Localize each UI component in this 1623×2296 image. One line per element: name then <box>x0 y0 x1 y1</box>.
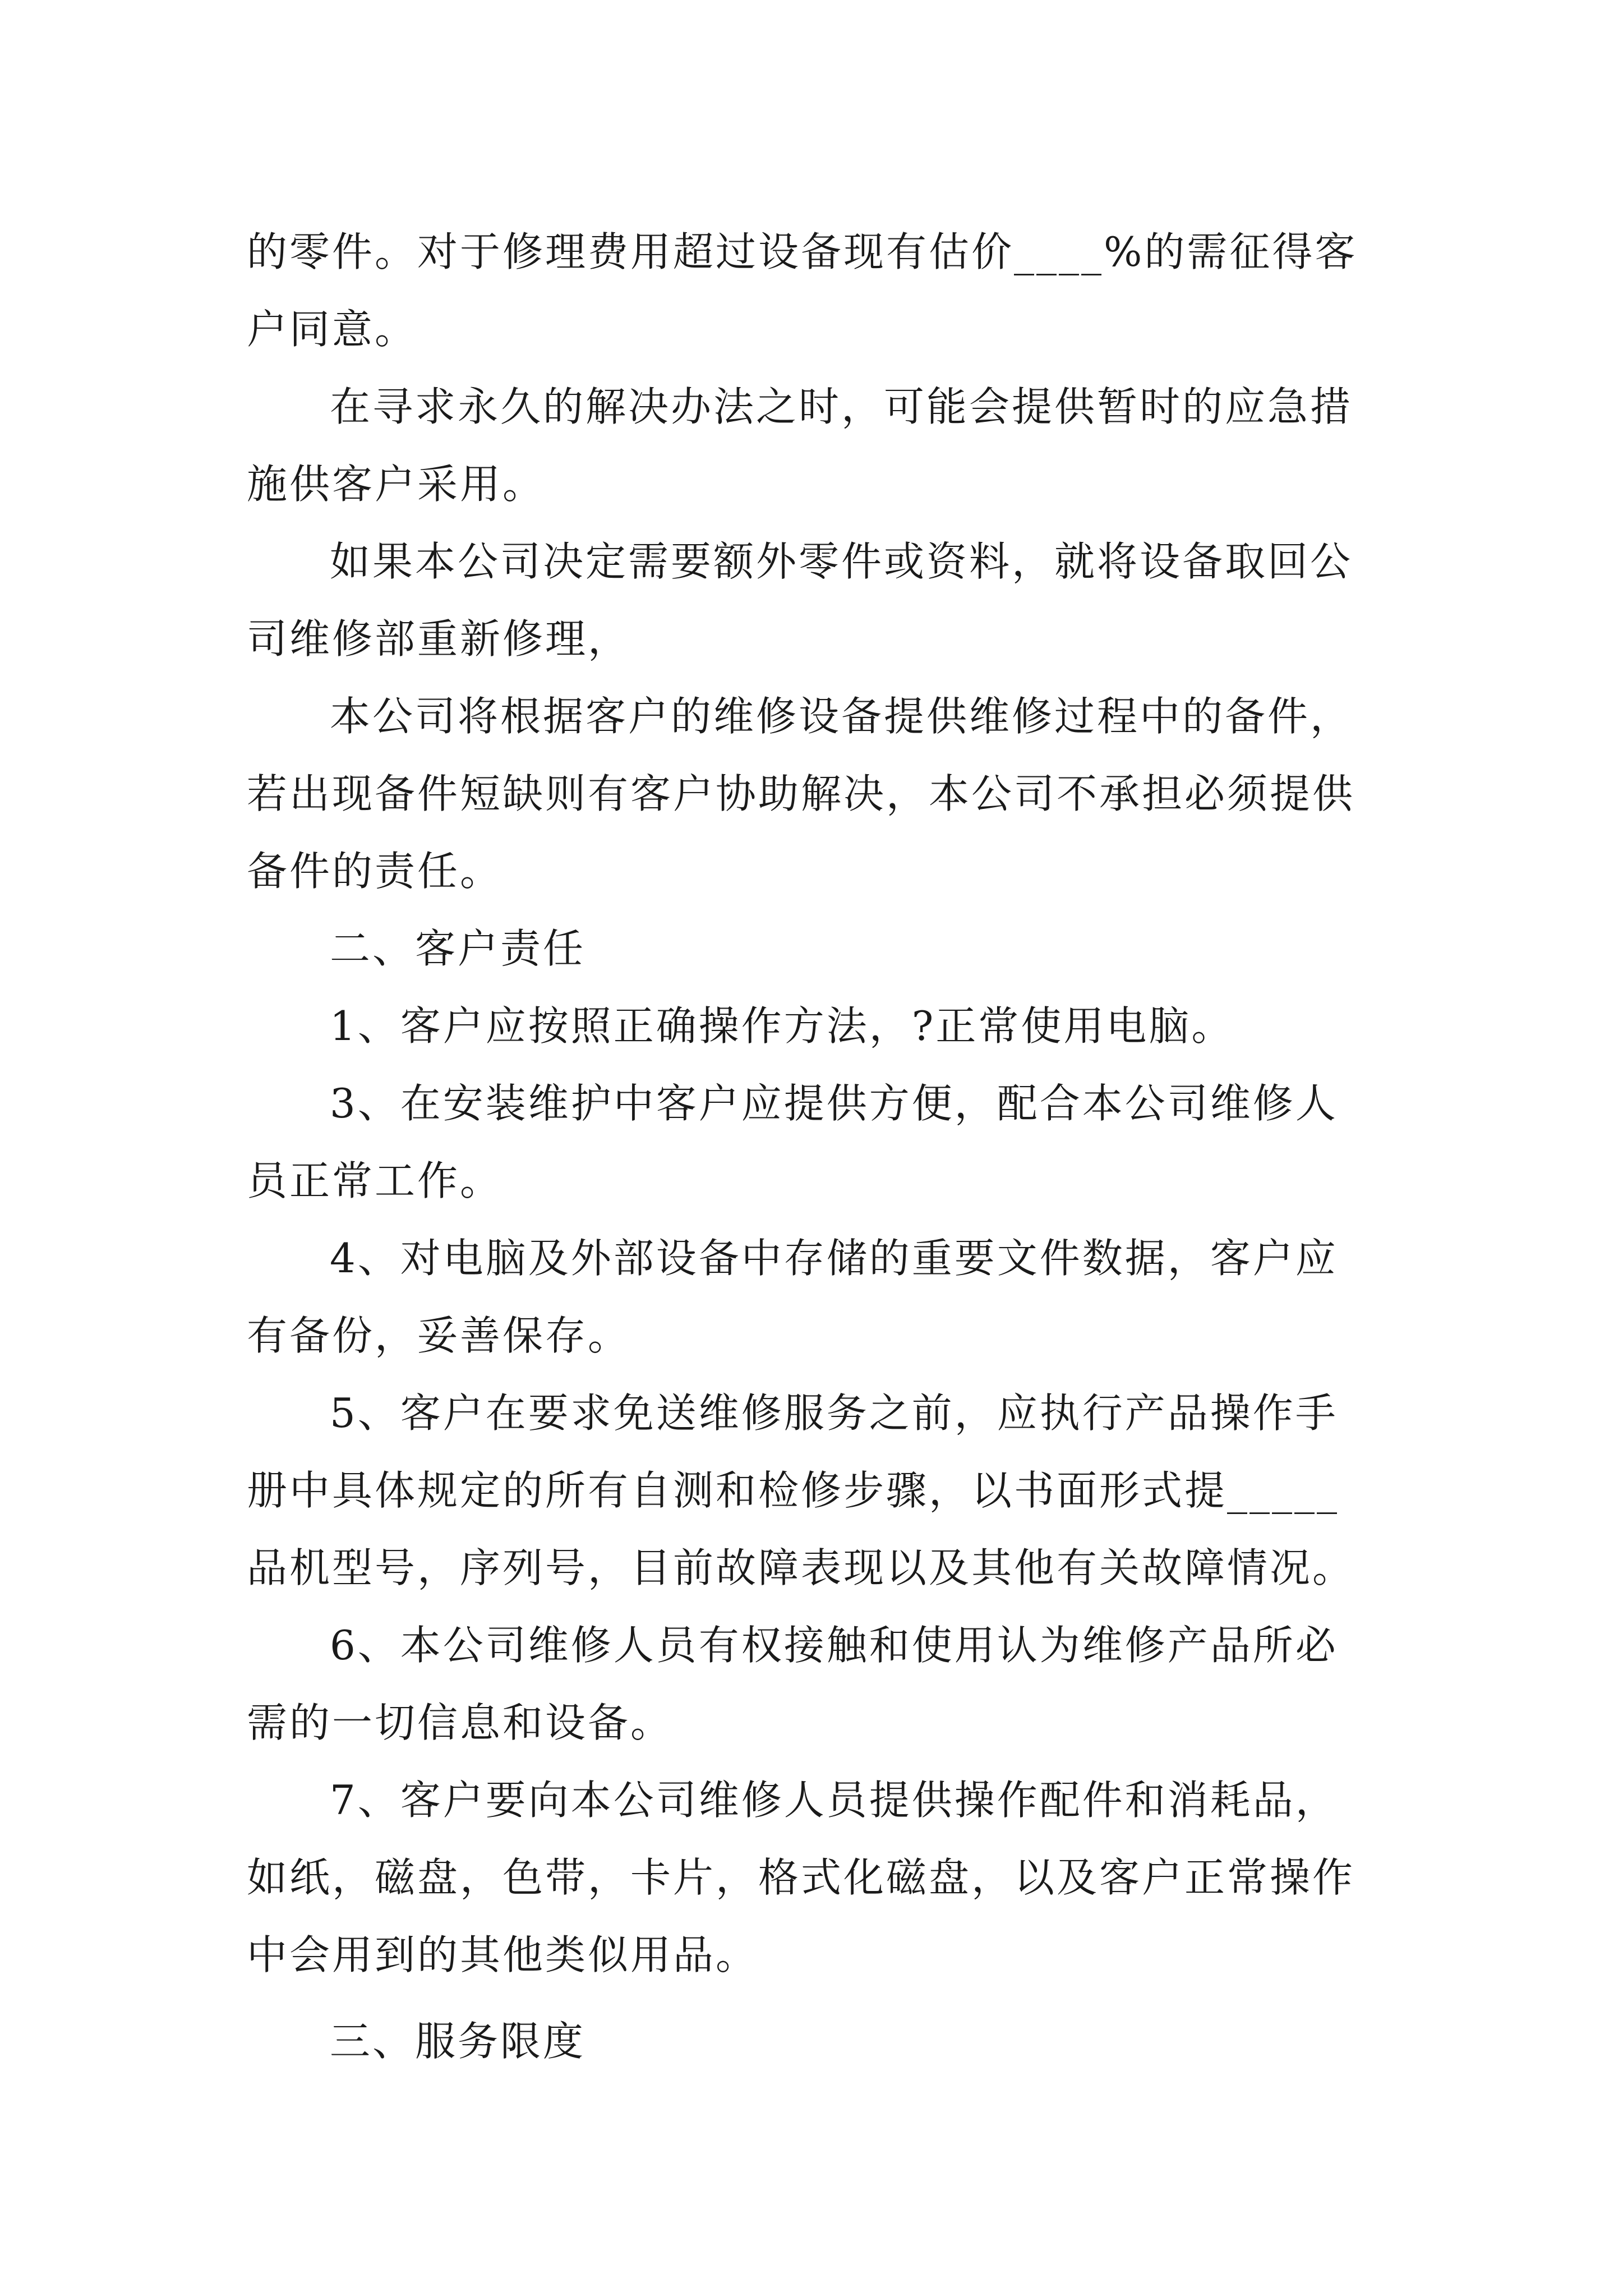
paragraph-start-line: 在寻求永久的解决办法之时，可能会提供暂时的应急措 <box>330 383 1353 430</box>
text-line: 如纸，磁盘，色带，卡片，格式化磁盘，以及客户正常操作 <box>247 1854 1355 1901</box>
text-line: 施供客户采用。 <box>247 461 546 508</box>
paragraph-start-line: 本公司将根据客户的维修设备提供维修过程中的备件， <box>330 693 1353 740</box>
paragraph-start-line: 如果本公司决定需要额外零件或资料，就将设备取回公 <box>330 538 1353 585</box>
list-item-line: 1、客户应按照正确操作方法，?正常使用电脑。 <box>330 1002 1234 1050</box>
text-line: 品机型号，序列号，目前故障表现以及其他有关故障情况。 <box>247 1544 1355 1591</box>
text-line: 的零件。对于修理费用超过设备现有估价____%的需征得客 <box>247 228 1358 275</box>
text-line: 司维修部重新修理， <box>247 615 631 662</box>
text-line: 户同意。 <box>247 306 418 353</box>
section-heading: 三、服务限度 <box>330 2018 586 2065</box>
list-item-line: 5、客户在要求免送维修服务之前，应执行产品操作手 <box>330 1389 1338 1437</box>
text-line: 册中具体规定的所有自测和检修步骤，以书面形式提_____ <box>247 1467 1340 1514</box>
list-item-line: 3、在安装维护中客户应提供方便，配合本公司维修人 <box>330 1080 1338 1127</box>
text-line: 有备份，妥善保存。 <box>247 1312 631 1359</box>
text-line: 员正常工作。 <box>247 1157 503 1204</box>
list-item-line: 4、对电脑及外部设备中存储的重要文件数据，客户应 <box>330 1235 1338 1282</box>
text-line: 若出现备件短缺则有客户协助解决，本公司不承担必须提供 <box>247 770 1355 817</box>
list-item-line: 7、客户要向本公司维修人员提供操作配件和消耗品， <box>330 1777 1338 1824</box>
section-heading: 二、客户责任 <box>330 925 586 972</box>
text-line: 需的一切信息和设备。 <box>247 1699 674 1746</box>
document-body <box>247 213 1424 2080</box>
list-item-line: 6、本公司维修人员有权接触和使用认为维修产品所必 <box>330 1622 1338 1669</box>
text-line: 备件的责任。 <box>247 848 503 895</box>
text-line: 中会用到的其他类似用品。 <box>247 1931 759 1978</box>
